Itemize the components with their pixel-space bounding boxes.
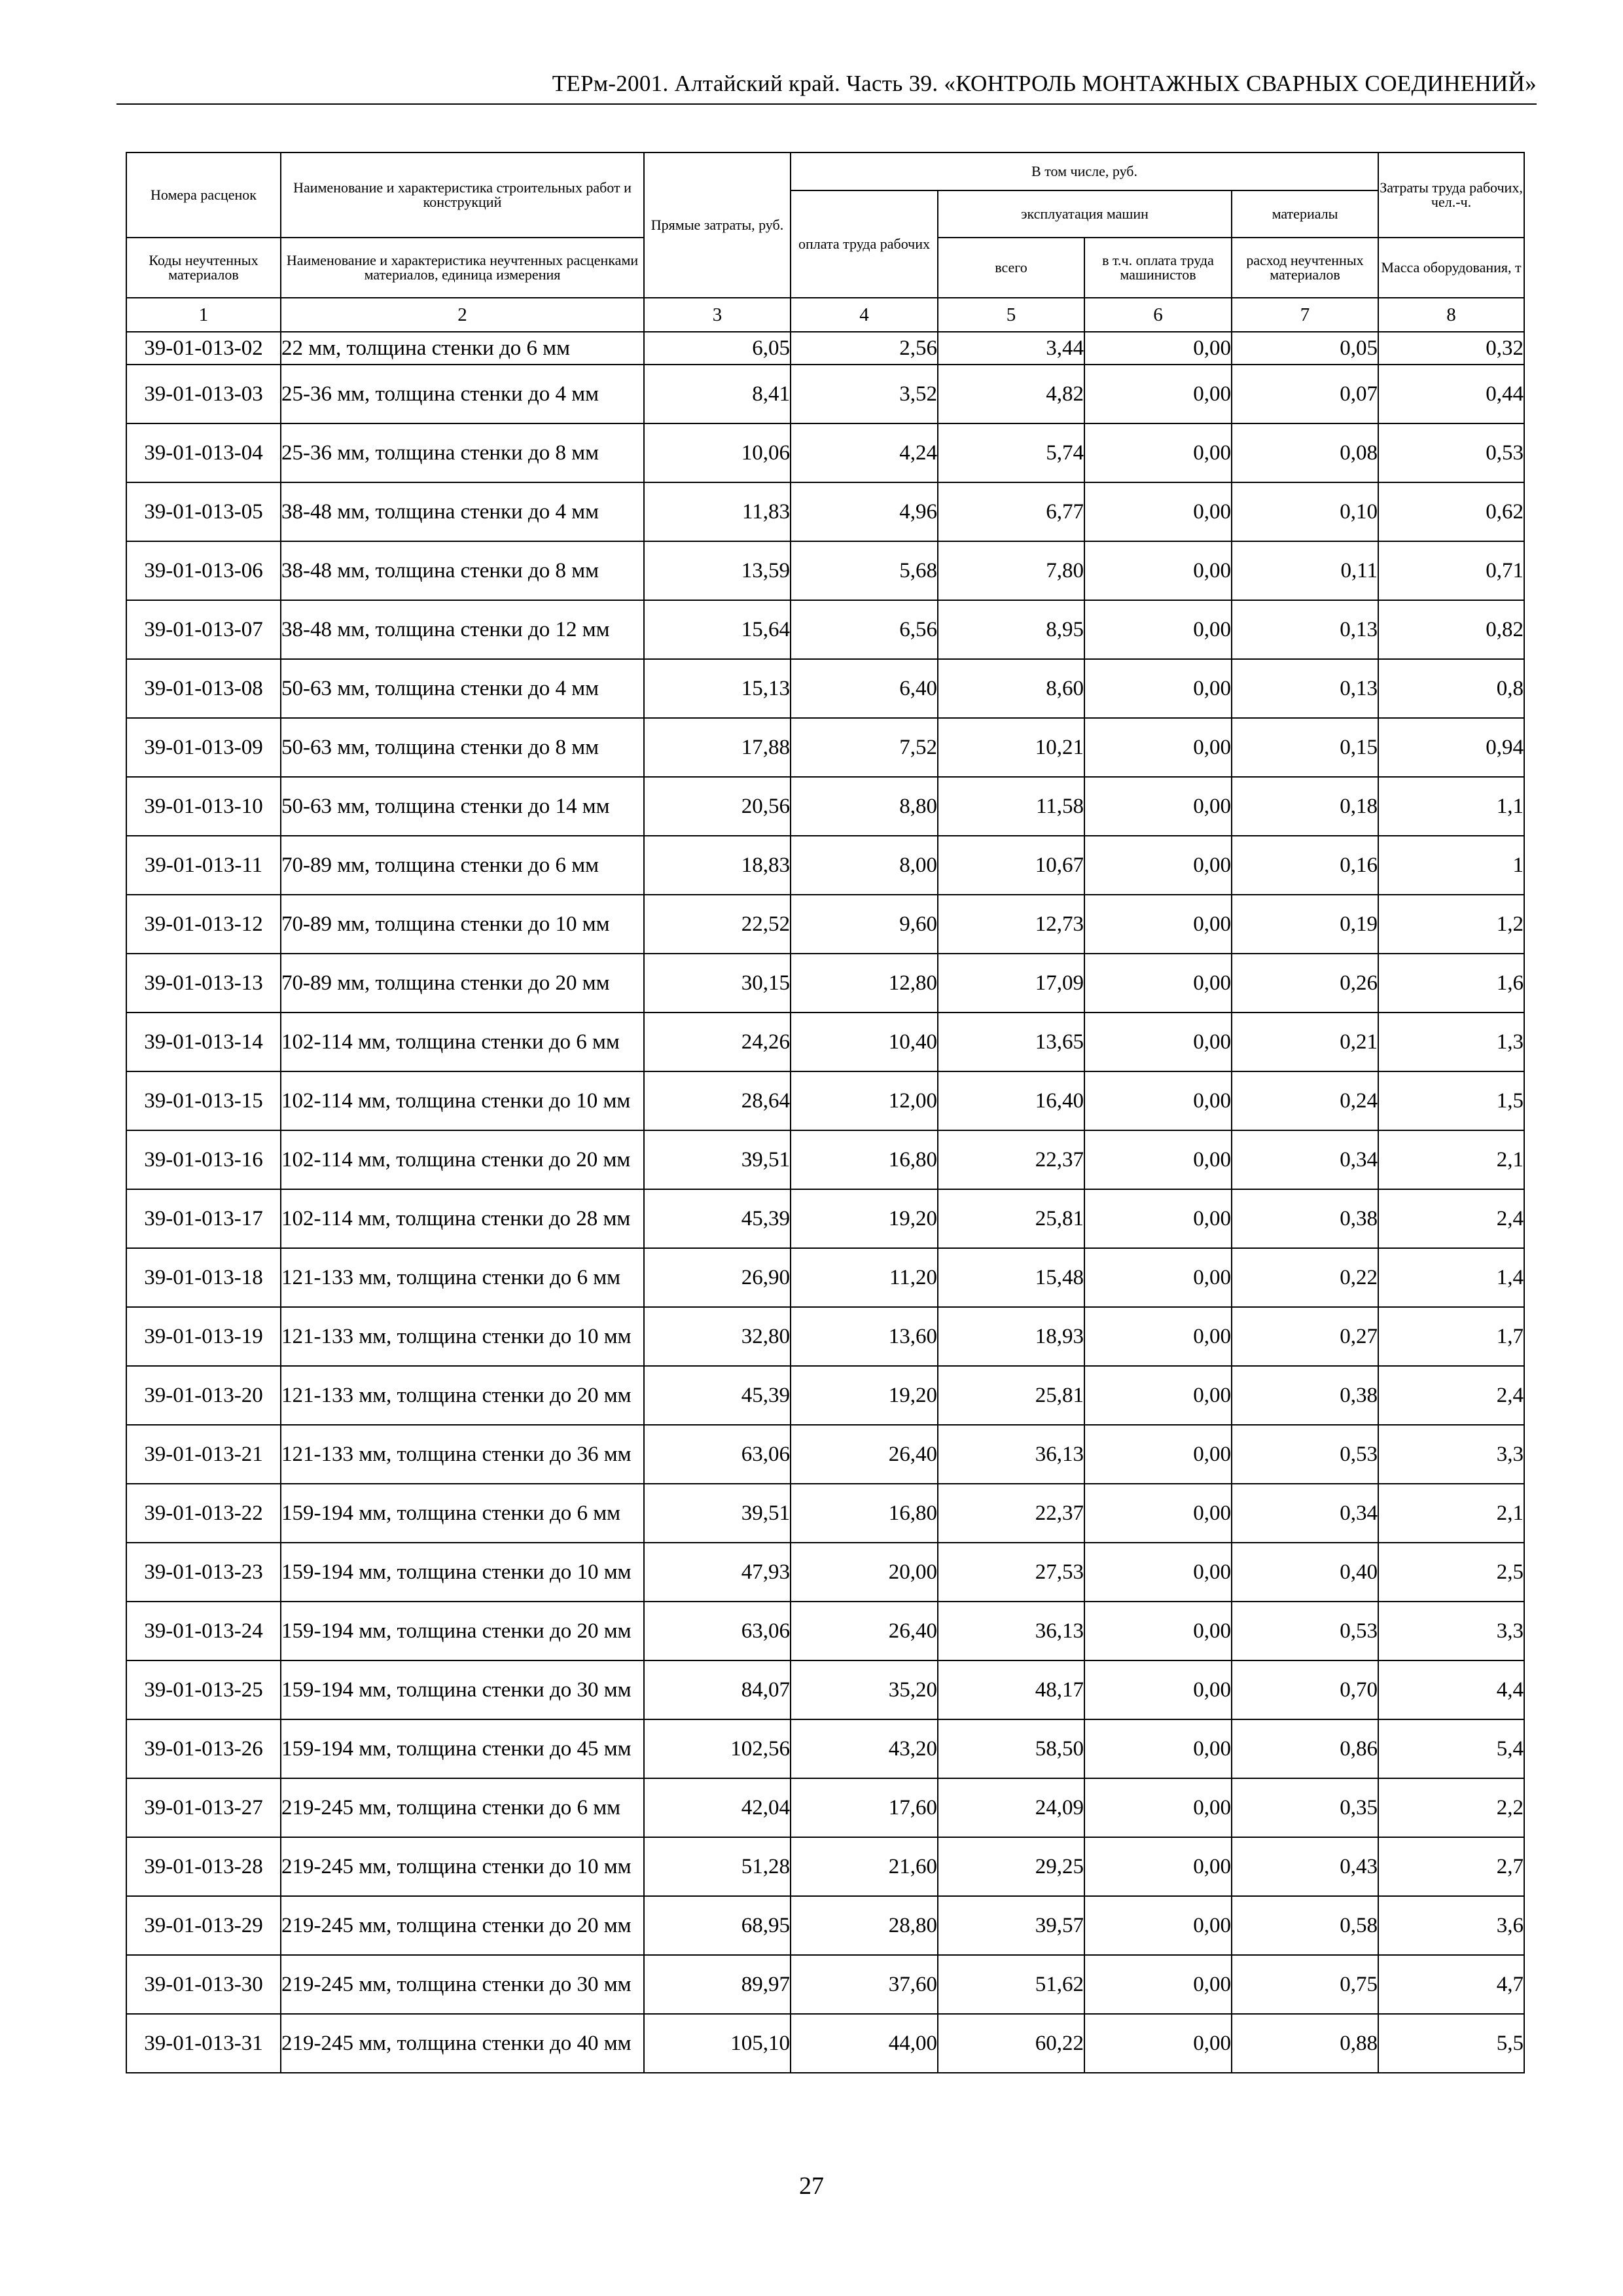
worker-pay-cell: 19,20 [791, 1366, 938, 1425]
labor-costs-cell: 0,71 [1378, 541, 1524, 600]
work-name-cell: 25-36 мм, толщина стенки до 8 мм [281, 423, 644, 482]
machines-total-cell: 25,81 [938, 1366, 1084, 1425]
machines-total-cell: 11,58 [938, 777, 1084, 836]
labor-costs-cell: 2,5 [1378, 1543, 1524, 1602]
table-row [126, 600, 1524, 659]
direct-costs-cell: 45,39 [644, 1366, 791, 1425]
column-number: 8 [1378, 298, 1524, 332]
machinist-pay-cell: 0,00 [1084, 1248, 1232, 1307]
labor-costs-cell: 2,7 [1378, 1837, 1524, 1896]
rate-code-cell: 39-01-013-23 [126, 1543, 281, 1602]
table-row [126, 1013, 1524, 1071]
machinist-pay-cell: 0,00 [1084, 1719, 1232, 1778]
labor-costs-cell: 1,4 [1378, 1248, 1524, 1307]
rate-code-cell: 39-01-013-10 [126, 777, 281, 836]
machines-total-cell: 7,80 [938, 541, 1084, 600]
labor-costs-cell: 0,44 [1378, 365, 1524, 423]
materials-cell: 0,27 [1232, 1307, 1378, 1366]
machines-total-cell: 17,09 [938, 954, 1084, 1013]
worker-pay-cell: 21,60 [791, 1837, 938, 1896]
machinist-pay-cell: 0,00 [1084, 1189, 1232, 1248]
machinist-pay-cell: 0,00 [1084, 423, 1232, 482]
header-worker-pay: оплата труда рабочих [791, 190, 938, 298]
worker-pay-cell: 8,00 [791, 836, 938, 895]
work-name-cell: 219-245 мм, толщина стенки до 30 мм [281, 1955, 644, 2014]
worker-pay-cell: 3,52 [791, 365, 938, 423]
labor-costs-cell: 1,1 [1378, 777, 1524, 836]
table-row [126, 1896, 1524, 1955]
machines-total-cell: 60,22 [938, 2014, 1084, 2073]
work-name-cell: 102-114 мм, толщина стенки до 20 мм [281, 1130, 644, 1189]
materials-cell: 0,22 [1232, 1248, 1378, 1307]
worker-pay-cell: 8,80 [791, 777, 938, 836]
labor-costs-cell: 1,3 [1378, 1013, 1524, 1071]
materials-cell: 0,13 [1232, 659, 1378, 718]
machinist-pay-cell: 0,00 [1084, 600, 1232, 659]
worker-pay-cell: 16,80 [791, 1484, 938, 1543]
worker-pay-cell: 43,20 [791, 1719, 938, 1778]
column-number: 7 [1232, 298, 1378, 332]
table-row [126, 1071, 1524, 1130]
rate-code-cell: 39-01-013-07 [126, 600, 281, 659]
direct-costs-cell: 105,10 [644, 2014, 791, 2073]
table-row [126, 1660, 1524, 1719]
table-row [126, 423, 1524, 482]
materials-cell: 0,10 [1232, 482, 1378, 541]
direct-costs-cell: 15,13 [644, 659, 791, 718]
worker-pay-cell: 12,00 [791, 1071, 938, 1130]
work-name-cell: 38-48 мм, толщина стенки до 4 мм [281, 482, 644, 541]
worker-pay-cell: 10,40 [791, 1013, 938, 1071]
machines-total-cell: 29,25 [938, 1837, 1084, 1896]
machinist-pay-cell: 0,00 [1084, 1484, 1232, 1543]
work-name-cell: 121-133 мм, толщина стенки до 20 мм [281, 1366, 644, 1425]
materials-cell: 0,38 [1232, 1366, 1378, 1425]
labor-costs-cell: 2,4 [1378, 1189, 1524, 1248]
materials-cell: 0,24 [1232, 1071, 1378, 1130]
work-name-cell: 121-133 мм, толщина стенки до 10 мм [281, 1307, 644, 1366]
worker-pay-cell: 5,68 [791, 541, 938, 600]
rate-code-cell: 39-01-013-18 [126, 1248, 281, 1307]
materials-cell: 0,08 [1232, 423, 1378, 482]
table-row [126, 1484, 1524, 1543]
table-row [126, 836, 1524, 895]
table-row [126, 954, 1524, 1013]
direct-costs-cell: 13,59 [644, 541, 791, 600]
table-header [126, 152, 1524, 332]
rate-code-cell: 39-01-013-13 [126, 954, 281, 1013]
direct-costs-cell: 30,15 [644, 954, 791, 1013]
materials-cell: 0,86 [1232, 1719, 1378, 1778]
header-work-name: Наименование и характеристика строительных работ и конструкций [281, 152, 644, 238]
machinist-pay-cell: 0,00 [1084, 1366, 1232, 1425]
table-row [126, 365, 1524, 423]
labor-costs-cell: 2,2 [1378, 1778, 1524, 1837]
worker-pay-cell: 7,52 [791, 718, 938, 777]
header-material-name: Наименование и характеристика неучтенных расценками материалов, единица измерения [281, 238, 644, 298]
worker-pay-cell: 19,20 [791, 1189, 938, 1248]
materials-cell: 0,75 [1232, 1955, 1378, 2014]
worker-pay-cell: 6,40 [791, 659, 938, 718]
table-row [126, 1837, 1524, 1896]
table-row [126, 1602, 1524, 1660]
worker-pay-cell: 16,80 [791, 1130, 938, 1189]
worker-pay-cell: 12,80 [791, 954, 938, 1013]
machinist-pay-cell: 0,00 [1084, 659, 1232, 718]
worker-pay-cell: 11,20 [791, 1248, 938, 1307]
direct-costs-cell: 6,05 [644, 332, 791, 365]
labor-costs-cell: 4,4 [1378, 1660, 1524, 1719]
labor-costs-cell: 0,32 [1378, 332, 1524, 365]
materials-cell: 0,34 [1232, 1130, 1378, 1189]
machines-total-cell: 22,37 [938, 1484, 1084, 1543]
machines-total-cell: 13,65 [938, 1013, 1084, 1071]
direct-costs-cell: 89,97 [644, 1955, 791, 2014]
work-name-cell: 50-63 мм, толщина стенки до 14 мм [281, 777, 644, 836]
column-number: 3 [644, 298, 791, 332]
machines-total-cell: 8,95 [938, 600, 1084, 659]
table-row [126, 1425, 1524, 1484]
work-name-cell: 219-245 мм, толщина стенки до 6 мм [281, 1778, 644, 1837]
work-name-cell: 50-63 мм, толщина стенки до 8 мм [281, 718, 644, 777]
work-name-cell: 159-194 мм, толщина стенки до 10 мм [281, 1543, 644, 1602]
worker-pay-cell: 6,56 [791, 600, 938, 659]
direct-costs-cell: 24,26 [644, 1013, 791, 1071]
table-row [126, 1307, 1524, 1366]
materials-cell: 0,58 [1232, 1896, 1378, 1955]
machines-total-cell: 51,62 [938, 1955, 1084, 2014]
materials-cell: 0,18 [1232, 777, 1378, 836]
rate-code-cell: 39-01-013-30 [126, 1955, 281, 2014]
rate-code-cell: 39-01-013-02 [126, 332, 281, 365]
work-name-cell: 70-89 мм, толщина стенки до 10 мм [281, 895, 644, 954]
rate-code-cell: 39-01-013-05 [126, 482, 281, 541]
machines-total-cell: 18,93 [938, 1307, 1084, 1366]
materials-cell: 0,07 [1232, 365, 1378, 423]
machinist-pay-cell: 0,00 [1084, 1837, 1232, 1896]
direct-costs-cell: 18,83 [644, 836, 791, 895]
work-name-cell: 121-133 мм, толщина стенки до 6 мм [281, 1248, 644, 1307]
machinist-pay-cell: 0,00 [1084, 1660, 1232, 1719]
direct-costs-cell: 8,41 [644, 365, 791, 423]
machines-total-cell: 39,57 [938, 1896, 1084, 1955]
direct-costs-cell: 15,64 [644, 600, 791, 659]
machines-total-cell: 58,50 [938, 1719, 1084, 1778]
work-name-cell: 50-63 мм, толщина стенки до 4 мм [281, 659, 644, 718]
rate-code-cell: 39-01-013-04 [126, 423, 281, 482]
column-number: 2 [281, 298, 644, 332]
direct-costs-cell: 42,04 [644, 1778, 791, 1837]
work-name-cell: 25-36 мм, толщина стенки до 4 мм [281, 365, 644, 423]
machinist-pay-cell: 0,00 [1084, 1130, 1232, 1189]
machines-total-cell: 15,48 [938, 1248, 1084, 1307]
materials-cell: 0,21 [1232, 1013, 1378, 1071]
direct-costs-cell: 102,56 [644, 1719, 791, 1778]
rate-code-cell: 39-01-013-31 [126, 2014, 281, 2073]
direct-costs-cell: 17,88 [644, 718, 791, 777]
direct-costs-cell: 32,80 [644, 1307, 791, 1366]
rate-code-cell: 39-01-013-21 [126, 1425, 281, 1484]
column-number-row [126, 298, 1524, 332]
labor-costs-cell: 2,4 [1378, 1366, 1524, 1425]
work-name-cell: 121-133 мм, толщина стенки до 36 мм [281, 1425, 644, 1484]
running-header: ТЕРм-2001. Алтайский край. Часть 39. «КОНТРОЛЬ МОНТАЖНЫХ СВАРНЫХ СОЕДИНЕНИЙ» [552, 71, 1537, 96]
header-rate-numbers: Номера расценок [126, 152, 281, 238]
machinist-pay-cell: 0,00 [1084, 482, 1232, 541]
work-name-cell: 70-89 мм, толщина стенки до 20 мм [281, 954, 644, 1013]
machinist-pay-cell: 0,00 [1084, 332, 1232, 365]
materials-cell: 0,38 [1232, 1189, 1378, 1248]
machinist-pay-cell: 0,00 [1084, 718, 1232, 777]
worker-pay-cell: 28,80 [791, 1896, 938, 1955]
rate-code-cell: 39-01-013-20 [126, 1366, 281, 1425]
header-labor-costs: Затраты труда рабочих, чел.-ч. [1378, 152, 1524, 238]
work-name-cell: 38-48 мм, толщина стенки до 12 мм [281, 600, 644, 659]
materials-cell: 0,19 [1232, 895, 1378, 954]
machinist-pay-cell: 0,00 [1084, 541, 1232, 600]
work-name-cell: 102-114 мм, толщина стенки до 28 мм [281, 1189, 644, 1248]
machines-total-cell: 48,17 [938, 1660, 1084, 1719]
worker-pay-cell: 4,24 [791, 423, 938, 482]
direct-costs-cell: 11,83 [644, 482, 791, 541]
labor-costs-cell: 1,2 [1378, 895, 1524, 954]
work-name-cell: 159-194 мм, толщина стенки до 20 мм [281, 1602, 644, 1660]
machinist-pay-cell: 0,00 [1084, 1778, 1232, 1837]
header-direct-costs: Прямые затраты, руб. [644, 152, 791, 298]
worker-pay-cell: 2,56 [791, 332, 938, 365]
machines-total-cell: 36,13 [938, 1602, 1084, 1660]
table-row [126, 718, 1524, 777]
rate-code-cell: 39-01-013-14 [126, 1013, 281, 1071]
table-row [126, 1366, 1524, 1425]
rate-code-cell: 39-01-013-06 [126, 541, 281, 600]
rate-code-cell: 39-01-013-28 [126, 1837, 281, 1896]
rate-code-cell: 39-01-013-27 [126, 1778, 281, 1837]
rate-code-cell: 39-01-013-19 [126, 1307, 281, 1366]
machines-total-cell: 3,44 [938, 332, 1084, 365]
table-row [126, 2014, 1524, 2073]
machines-total-cell: 10,67 [938, 836, 1084, 895]
machinist-pay-cell: 0,00 [1084, 365, 1232, 423]
table-row [126, 659, 1524, 718]
work-name-cell: 159-194 мм, толщина стенки до 45 мм [281, 1719, 644, 1778]
rate-code-cell: 39-01-013-12 [126, 895, 281, 954]
labor-costs-cell: 0,94 [1378, 718, 1524, 777]
rate-code-cell: 39-01-013-22 [126, 1484, 281, 1543]
machinist-pay-cell: 0,00 [1084, 1896, 1232, 1955]
rate-code-cell: 39-01-013-08 [126, 659, 281, 718]
rate-code-cell: 39-01-013-09 [126, 718, 281, 777]
direct-costs-cell: 63,06 [644, 1425, 791, 1484]
materials-cell: 0,88 [1232, 2014, 1378, 2073]
labor-costs-cell: 0,8 [1378, 659, 1524, 718]
labor-costs-cell: 0,82 [1378, 600, 1524, 659]
direct-costs-cell: 45,39 [644, 1189, 791, 1248]
rate-code-cell: 39-01-013-25 [126, 1660, 281, 1719]
work-name-cell: 38-48 мм, толщина стенки до 8 мм [281, 541, 644, 600]
direct-costs-cell: 39,51 [644, 1130, 791, 1189]
header-including: В том числе, руб. [791, 152, 1378, 190]
machinist-pay-cell: 0,00 [1084, 1955, 1232, 2014]
table-row [126, 482, 1524, 541]
work-name-cell: 219-245 мм, толщина стенки до 20 мм [281, 1896, 644, 1955]
table-row [126, 1719, 1524, 1778]
table-row [126, 1778, 1524, 1837]
header-machines-total: всего [938, 238, 1084, 298]
labor-costs-cell: 3,3 [1378, 1602, 1524, 1660]
labor-costs-cell: 4,7 [1378, 1955, 1524, 2014]
rate-code-cell: 39-01-013-16 [126, 1130, 281, 1189]
worker-pay-cell: 26,40 [791, 1425, 938, 1484]
column-number: 6 [1084, 298, 1232, 332]
direct-costs-cell: 47,93 [644, 1543, 791, 1602]
header-equipment-mass: Масса оборудования, т [1378, 238, 1524, 298]
direct-costs-cell: 22,52 [644, 895, 791, 954]
worker-pay-cell: 20,00 [791, 1543, 938, 1602]
labor-costs-cell: 5,5 [1378, 2014, 1524, 2073]
machinist-pay-cell: 0,00 [1084, 895, 1232, 954]
rate-code-cell: 39-01-013-17 [126, 1189, 281, 1248]
table-row [126, 541, 1524, 600]
table-row [126, 777, 1524, 836]
worker-pay-cell: 37,60 [791, 1955, 938, 2014]
machinist-pay-cell: 0,00 [1084, 777, 1232, 836]
machinist-pay-cell: 0,00 [1084, 1543, 1232, 1602]
materials-cell: 0,26 [1232, 954, 1378, 1013]
direct-costs-cell: 63,06 [644, 1602, 791, 1660]
rate-code-cell: 39-01-013-11 [126, 836, 281, 895]
work-name-cell: 219-245 мм, толщина стенки до 40 мм [281, 2014, 644, 2073]
column-number: 1 [126, 298, 281, 332]
header-materials: материалы [1232, 190, 1378, 238]
materials-cell: 0,11 [1232, 541, 1378, 600]
table-row [126, 1543, 1524, 1602]
machines-total-cell: 8,60 [938, 659, 1084, 718]
direct-costs-cell: 39,51 [644, 1484, 791, 1543]
materials-cell: 0,13 [1232, 600, 1378, 659]
rate-code-cell: 39-01-013-26 [126, 1719, 281, 1778]
header-material-codes: Коды неучтенных материалов [126, 238, 281, 298]
rate-code-cell: 39-01-013-24 [126, 1602, 281, 1660]
machinist-pay-cell: 0,00 [1084, 1425, 1232, 1484]
rates-table [126, 152, 1525, 2073]
labor-costs-cell: 2,1 [1378, 1130, 1524, 1189]
materials-cell: 0,35 [1232, 1778, 1378, 1837]
materials-cell: 0,53 [1232, 1602, 1378, 1660]
direct-costs-cell: 51,28 [644, 1837, 791, 1896]
worker-pay-cell: 35,20 [791, 1660, 938, 1719]
materials-cell: 0,16 [1232, 836, 1378, 895]
rate-code-cell: 39-01-013-03 [126, 365, 281, 423]
work-name-cell: 219-245 мм, толщина стенки до 10 мм [281, 1837, 644, 1896]
table-row [126, 1955, 1524, 2014]
materials-cell: 0,53 [1232, 1425, 1378, 1484]
labor-costs-cell: 1,6 [1378, 954, 1524, 1013]
work-name-cell: 22 мм, толщина стенки до 6 мм [281, 332, 644, 365]
rate-code-cell: 39-01-013-29 [126, 1896, 281, 1955]
machines-total-cell: 6,77 [938, 482, 1084, 541]
machines-total-cell: 16,40 [938, 1071, 1084, 1130]
machinist-pay-cell: 0,00 [1084, 1602, 1232, 1660]
labor-costs-cell: 0,53 [1378, 423, 1524, 482]
machines-total-cell: 10,21 [938, 718, 1084, 777]
labor-costs-cell: 3,6 [1378, 1896, 1524, 1955]
table-body [126, 332, 1524, 2073]
labor-costs-cell: 2,1 [1378, 1484, 1524, 1543]
machines-total-cell: 24,09 [938, 1778, 1084, 1837]
header-machinist-pay: в т.ч. оплата труда машинистов [1084, 238, 1232, 298]
machines-total-cell: 25,81 [938, 1189, 1084, 1248]
machines-total-cell: 36,13 [938, 1425, 1084, 1484]
column-number: 4 [791, 298, 938, 332]
table-row [126, 895, 1524, 954]
materials-cell: 0,05 [1232, 332, 1378, 365]
machines-total-cell: 22,37 [938, 1130, 1084, 1189]
machinist-pay-cell: 0,00 [1084, 836, 1232, 895]
materials-cell: 0,34 [1232, 1484, 1378, 1543]
direct-costs-cell: 28,64 [644, 1071, 791, 1130]
worker-pay-cell: 4,96 [791, 482, 938, 541]
labor-costs-cell: 1 [1378, 836, 1524, 895]
work-name-cell: 102-114 мм, толщина стенки до 6 мм [281, 1013, 644, 1071]
direct-costs-cell: 26,90 [644, 1248, 791, 1307]
table-row [126, 332, 1524, 365]
labor-costs-cell: 1,7 [1378, 1307, 1524, 1366]
header-unaccounted-materials: расход неучтенных материалов [1232, 238, 1378, 298]
column-number: 5 [938, 298, 1084, 332]
worker-pay-cell: 44,00 [791, 2014, 938, 2073]
table-row [126, 1189, 1524, 1248]
work-name-cell: 159-194 мм, толщина стенки до 30 мм [281, 1660, 644, 1719]
work-name-cell: 102-114 мм, толщина стенки до 10 мм [281, 1071, 644, 1130]
machinist-pay-cell: 0,00 [1084, 1307, 1232, 1366]
machines-total-cell: 5,74 [938, 423, 1084, 482]
machines-total-cell: 12,73 [938, 895, 1084, 954]
table-row [126, 1248, 1524, 1307]
labor-costs-cell: 5,4 [1378, 1719, 1524, 1778]
materials-cell: 0,43 [1232, 1837, 1378, 1896]
work-name-cell: 159-194 мм, толщина стенки до 6 мм [281, 1484, 644, 1543]
machinist-pay-cell: 0,00 [1084, 2014, 1232, 2073]
machines-total-cell: 27,53 [938, 1543, 1084, 1602]
machines-total-cell: 4,82 [938, 365, 1084, 423]
work-name-cell: 70-89 мм, толщина стенки до 6 мм [281, 836, 644, 895]
header-machine-operation: эксплуатация машин [938, 190, 1232, 238]
materials-cell: 0,40 [1232, 1543, 1378, 1602]
labor-costs-cell: 0,62 [1378, 482, 1524, 541]
page-number: 27 [799, 2172, 824, 2200]
machinist-pay-cell: 0,00 [1084, 1071, 1232, 1130]
worker-pay-cell: 13,60 [791, 1307, 938, 1366]
direct-costs-cell: 10,06 [644, 423, 791, 482]
direct-costs-cell: 84,07 [644, 1660, 791, 1719]
direct-costs-cell: 68,95 [644, 1896, 791, 1955]
header-rule [116, 103, 1537, 105]
labor-costs-cell: 3,3 [1378, 1425, 1524, 1484]
materials-cell: 0,15 [1232, 718, 1378, 777]
direct-costs-cell: 20,56 [644, 777, 791, 836]
labor-costs-cell: 1,5 [1378, 1071, 1524, 1130]
worker-pay-cell: 9,60 [791, 895, 938, 954]
rate-code-cell: 39-01-013-15 [126, 1071, 281, 1130]
table-row [126, 1130, 1524, 1189]
machinist-pay-cell: 0,00 [1084, 1013, 1232, 1071]
worker-pay-cell: 17,60 [791, 1778, 938, 1837]
materials-cell: 0,70 [1232, 1660, 1378, 1719]
worker-pay-cell: 26,40 [791, 1602, 938, 1660]
machinist-pay-cell: 0,00 [1084, 954, 1232, 1013]
